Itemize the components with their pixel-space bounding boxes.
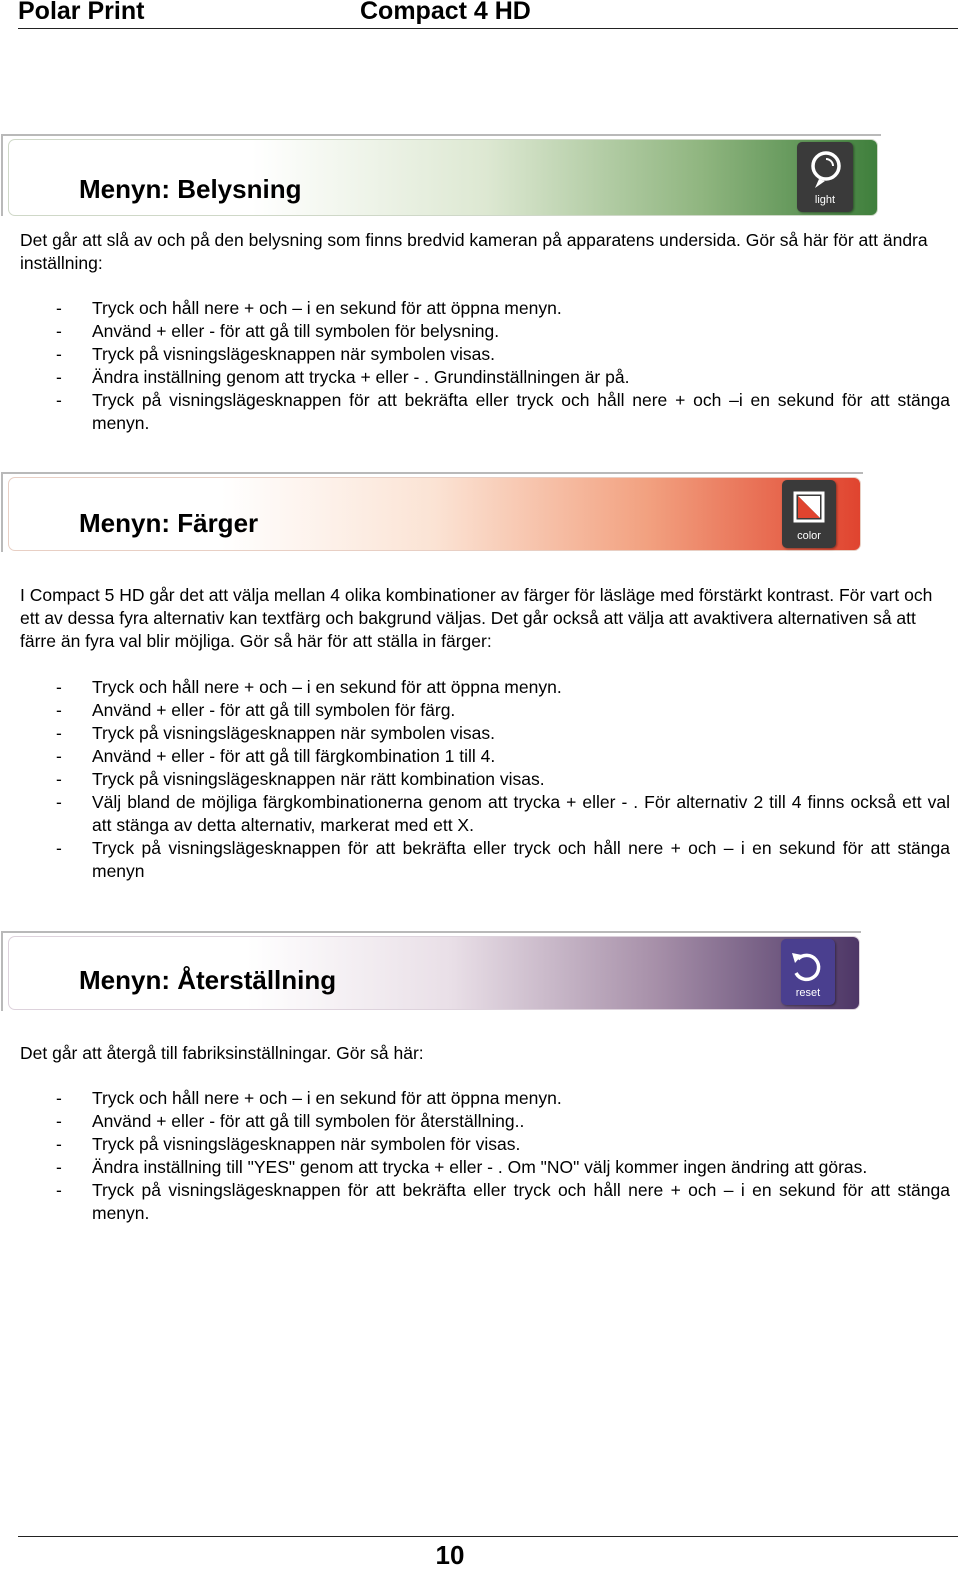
light-menu-icon (797, 142, 853, 212)
section-title: Menyn: Belysning (79, 174, 302, 204)
list-item: - Använd + eller - för att gå till symbolen för återställning.. (56, 1111, 525, 1131)
intro-aterstallning: Det går att återgå till fabriksinställningar. Gör så här: (20, 1043, 424, 1063)
footer-rule (18, 1536, 958, 1537)
list-item: - Tryck på visningslägesknappen när symbolen visas. (56, 723, 496, 743)
section-banner-farger (8, 477, 861, 551)
page-header (18, 0, 958, 29)
model-name: Compact 4 HD (360, 0, 531, 25)
reset-arrow-icon (781, 945, 835, 989)
list-item: - Tryck på visningslägesknappen när rätt kombination visas. (56, 769, 545, 789)
list-item: - Välj bland de möjliga färgkombinationerna genom att trycka + eller - . För alternativ 2 till 4 finns också ett val att stänga av detta alternativ, markerat med ett X. (56, 792, 950, 835)
list-item: - Tryck och håll nere + och – i en sekund för att öppna menyn. (56, 1088, 562, 1108)
list-item: - Tryck och håll nere + och – i en sekund för att öppna menyn. (56, 677, 562, 697)
list-item: - Tryck på visningslägesknappen för att bekräfta eller tryck och håll nere + och – i en sekund för att stänga menyn. (56, 1180, 950, 1223)
list-item: - Tryck på visningslägesknappen för att bekräfta eller tryck och håll nere + och –i en sekund för att stänga menyn. (56, 390, 950, 433)
page-number: 10 (435, 1540, 465, 1570)
steps-belysning (0, 297, 950, 435)
list-item: - Tryck på visningslägesknappen när symbolen för visas. (56, 1134, 521, 1154)
intro-belysning: Det går att slå av och på den belysning som finns bredvid kameran på apparatens undersida. Gör så här för att ändra inställning: (20, 230, 928, 273)
icon-label: light (814, 194, 836, 206)
color-menu-icon (782, 480, 836, 548)
list-item: - Tryck på visningslägesknappen för att bekräfta eller tryck och håll nere + och – i en sekund för att stänga menyn (56, 838, 950, 881)
list-item: - Ändra inställning till "YES" genom att trycka + eller - . Om "NO" välj kommer ingen ändring att göras. (56, 1157, 868, 1177)
section-banner-belysning (8, 139, 878, 216)
list-item: - Tryck på visningslägesknappen när symbolen visas. (56, 344, 496, 364)
contrast-square-icon (782, 488, 836, 532)
list-item: - Använd + eller - för att gå till symbolen för färg. (56, 700, 456, 720)
steps-farger (0, 676, 950, 883)
section-title: Menyn: Återställning (79, 965, 337, 995)
steps-aterstallning (0, 1087, 950, 1225)
list-item: - Ändra inställning genom att trycka + eller - . Grundinställningen är på. (56, 367, 630, 387)
section-banner-aterstallning (8, 936, 860, 1010)
list-item: - Använd + eller - för att gå till färgkombination 1 till 4. (56, 746, 496, 766)
icon-label: reset (795, 987, 821, 999)
list-item: - Använd + eller - för att gå till symbolen för belysning. (56, 321, 500, 341)
icon-label: color (797, 530, 821, 542)
reset-menu-icon (781, 939, 835, 1005)
intro-farger: I Compact 5 HD går det att välja mellan 4 olika kombinationer av färger för läsläge med förstärkt kontrast. För vart och ett av dessa fyra alternativ kan textfärg och bakgrund väljas. Det går också att välja att avaktivera alternativen så att färre än fyra val blir möjliga. Gör så här för att ställa in färger: (20, 585, 933, 651)
list-item: - Tryck och håll nere + och – i en sekund för att öppna menyn. (56, 298, 562, 318)
brand-name: Polar Print (18, 0, 145, 25)
section-title: Menyn: Färger (79, 508, 259, 538)
lightbulb-icon (797, 146, 853, 196)
